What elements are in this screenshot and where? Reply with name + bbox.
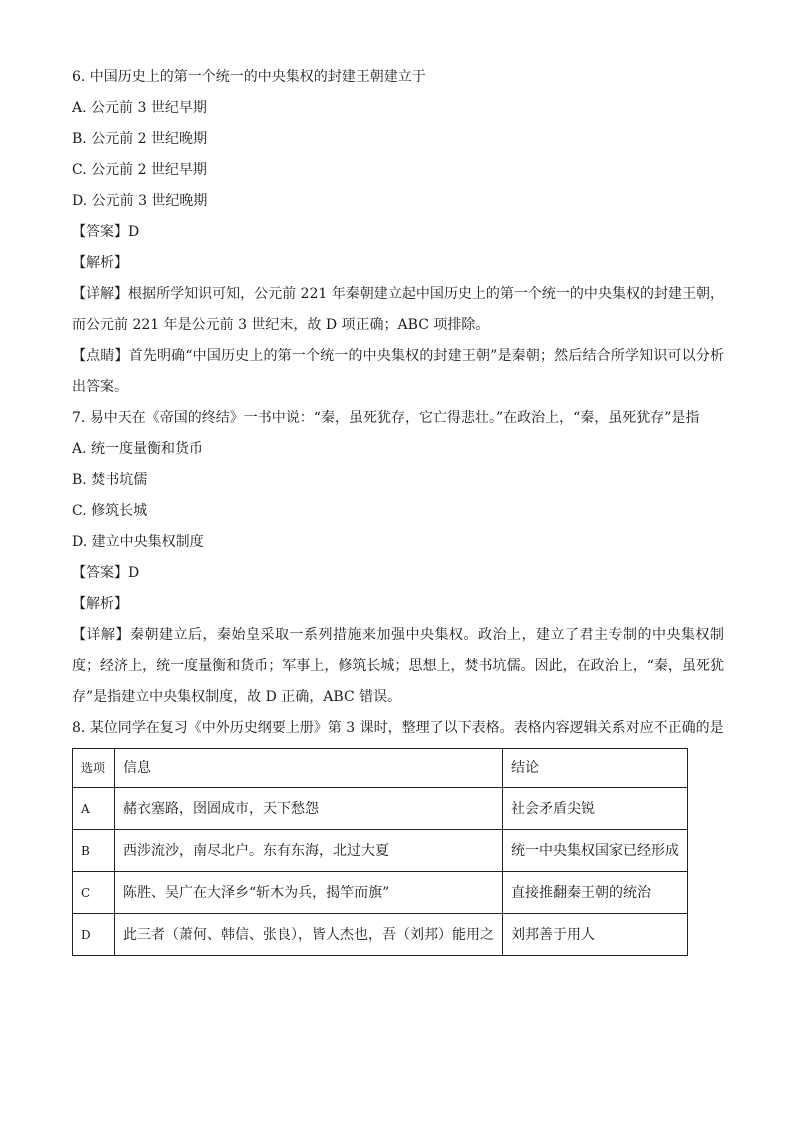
- q6-option-b: B. 公元前 2 世纪晚期: [72, 131, 207, 147]
- table-cell-info: 西涉流沙，南尽北户。东有东海，北过大夏: [115, 830, 503, 872]
- table-row: [73, 788, 688, 830]
- q6-option-a: A. 公元前 3 世纪早期: [72, 100, 207, 116]
- q7-stem: 7. 易中天在《帝国的终结》一书中说：“秦，虽死犹存，它亡得悲壮。”在政治上，“秦，虽死犹存”是指: [72, 410, 700, 426]
- table-cell-info: 陈胜、吴广在大泽乡“斩木为兵，揭竿而旗”: [115, 872, 503, 914]
- table-header-row: [73, 749, 688, 788]
- q6-analysis-label: 【解析】: [72, 255, 128, 271]
- table-cell-option: D: [73, 914, 115, 956]
- table-row: [73, 914, 688, 956]
- q7-detail-text: 秦朝建立后，秦始皇采取一系列措施来加强中央集权。政治上，建立了君主专制的中央集权制度；经济上，统一度量衡和货币；军事上，修筑长城；思想上，焚书坑儒。因此，在政治上，“秦，虽死犹存”是指建立中央集权制度，故 D 正确，ABC 错误。: [72, 627, 724, 705]
- table-row: [73, 872, 688, 914]
- table-cell-conclusion: 统一中央集权国家已经形成: [503, 830, 688, 872]
- q6-stem: 6. 中国历史上的第一个统一的中央集权的封建王朝建立于: [72, 69, 426, 85]
- q6-answer: 【答案】D: [72, 224, 140, 240]
- q8-table: [72, 748, 688, 956]
- table-header-option: 选项: [73, 749, 115, 788]
- q7-detail-tag: 【详解】: [72, 627, 130, 643]
- table-cell-conclusion: 刘邦善于用人: [503, 914, 688, 956]
- q6-detail: [72, 279, 724, 341]
- q6-point-tag: 【点睛】: [72, 348, 129, 364]
- q7-detail: [72, 620, 724, 713]
- table-header-info: 信息: [115, 749, 503, 788]
- table-cell-info: 赭衣塞路，囹圄成市，天下愁怨: [115, 788, 503, 830]
- q6-option-d: D. 公元前 3 世纪晚期: [72, 193, 208, 209]
- table-row: [73, 830, 688, 872]
- q6-point: [72, 341, 724, 403]
- table-cell-option: A: [73, 788, 115, 830]
- table-cell-conclusion: 直接推翻秦王朝的统治: [503, 872, 688, 914]
- q7-option-b: B. 焚书坑儒: [72, 472, 148, 488]
- q7-option-d: D. 建立中央集权制度: [72, 534, 204, 550]
- table-cell-option: B: [73, 830, 115, 872]
- q8-stem: 8. 某位同学在复习《中外历史纲要上册》第 3 课时，整理了以下表格。表格内容逻辑关系对应不正确的是: [72, 720, 724, 736]
- q7-option-a: A. 统一度量衡和货币: [72, 441, 204, 457]
- question-content: [72, 62, 724, 956]
- table-cell-info: 此三者（萧何、韩信、张良），皆人杰也，吾（刘邦）能用之: [115, 914, 503, 956]
- q7-answer: 【答案】D: [72, 565, 140, 581]
- table-cell-conclusion: 社会矛盾尖锐: [503, 788, 688, 830]
- table-cell-option: C: [73, 872, 115, 914]
- q7-option-c: C. 修筑长城: [72, 503, 148, 519]
- table-header-conclusion: 结论: [503, 749, 688, 788]
- q6-detail-tag: 【详解】: [72, 286, 129, 302]
- q6-option-c: C. 公元前 2 世纪早期: [72, 162, 207, 178]
- q6-detail-text: 根据所学知识可知，公元前 221 年秦朝建立起中国历史上的第一个统一的中央集权的封建王朝，而公元前 221 年是公元前 3 世纪末，故 D 项正确；ABC 项排除。: [72, 286, 725, 333]
- q6-point-text: 首先明确“中国历史上的第一个统一的中央集权的封建王朝”是秦朝；然后结合所学知识可以分析出答案。: [72, 348, 725, 395]
- q7-analysis-label: 【解析】: [72, 596, 128, 612]
